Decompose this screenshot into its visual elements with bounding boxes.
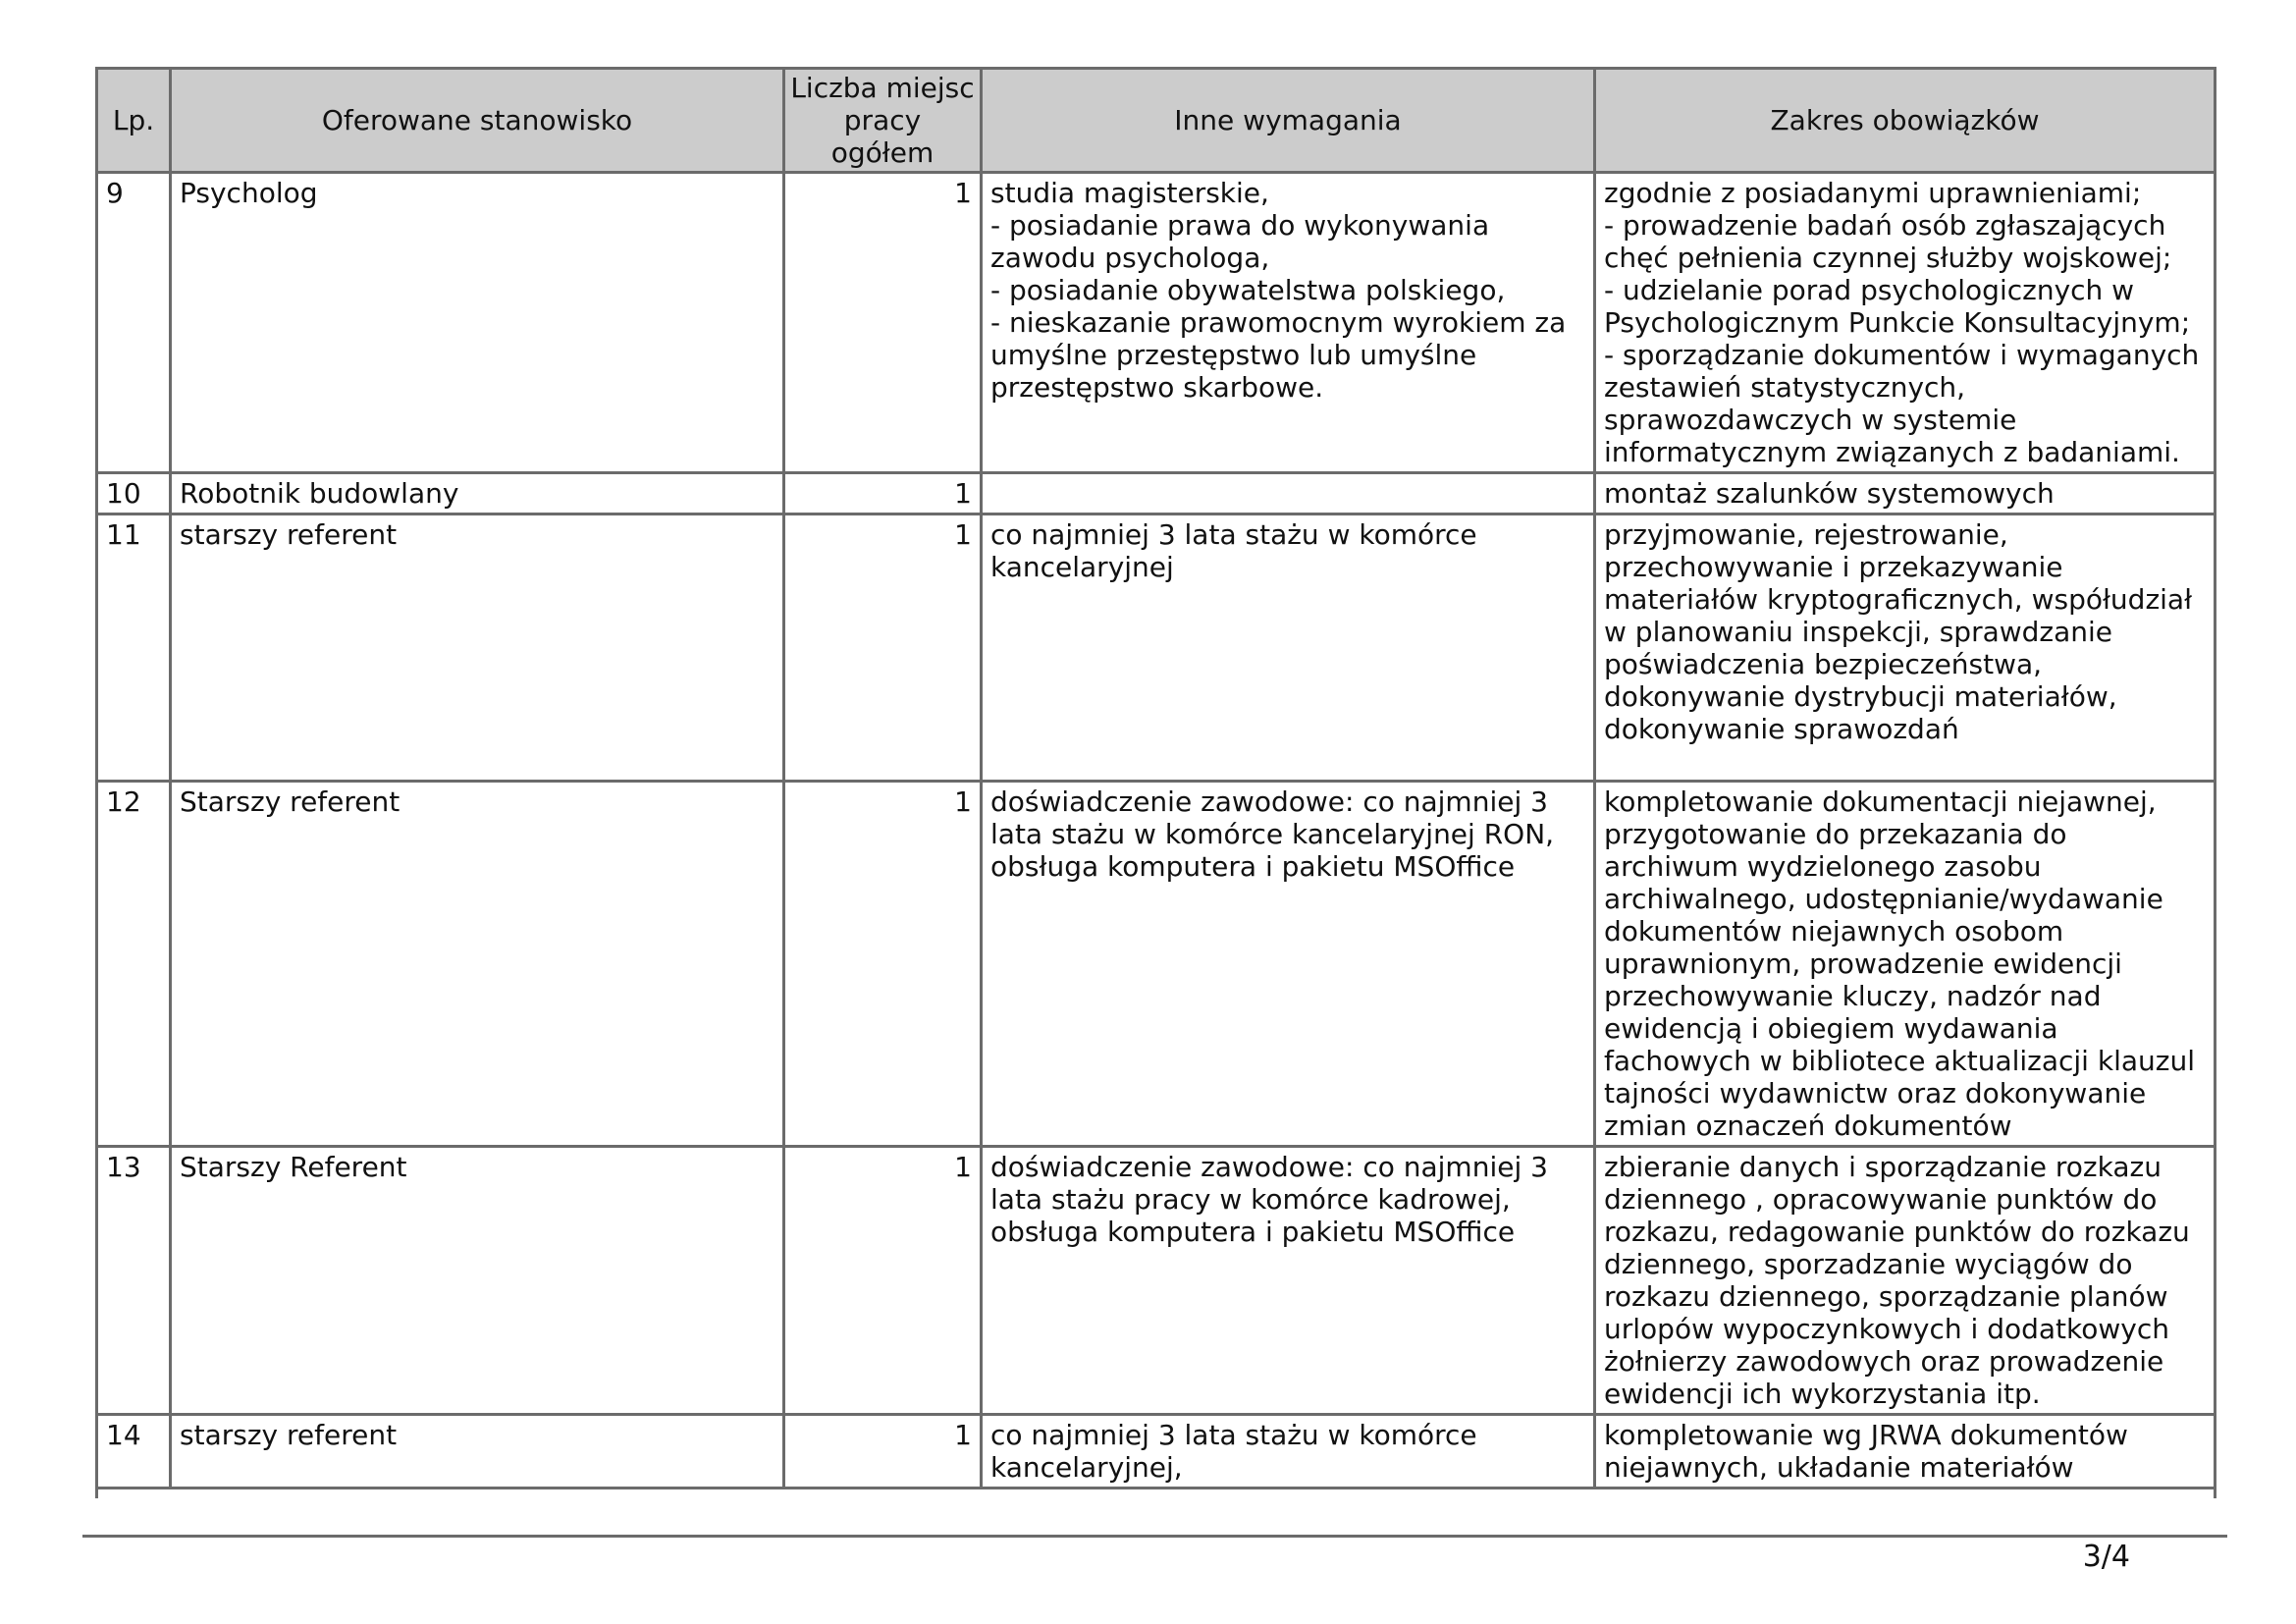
requirements-text: co najmniej 3 lata stażu w komórce kancelaryjnej, [990,1419,1477,1484]
cell-position: Psycholog [171,173,784,473]
header-duties: Zakres obowiązków [1595,69,2216,173]
cell-requirements [982,473,1595,514]
table-row [97,1415,2216,1489]
cell-count: 1 [784,1147,982,1415]
cell-position: starszy referent [171,1415,784,1489]
cell-requirements [982,782,1595,1147]
cell-duties [1595,473,2216,514]
duties-text: przyjmowanie, rejestrowanie, przechowywanie i przekazywanie materiałów kryptograficznych, współudział w planowaniu inspekcji, sprawdzanie poświadczenia bezpieczeństwa, dokonywanie dystrybucji materiałów, dokonywanie sprawozdań [1604,518,2193,745]
table-row [97,514,2216,782]
cell-lp: 9 [97,173,171,473]
cell-lp: 12 [97,782,171,1147]
header-lp: Lp. [97,69,171,173]
cell-duties [1595,1415,2216,1489]
cell-count: 1 [784,173,982,473]
requirements-text: co najmniej 3 lata stażu w komórce kancelaryjnej [990,518,1477,583]
cell-requirements [982,1147,1595,1415]
cell-lp: 13 [97,1147,171,1415]
table-row [97,173,2216,473]
job-offers-table [95,67,2216,1489]
cell-lp: 11 [97,514,171,782]
cell-duties [1595,782,2216,1147]
cell-count: 1 [784,1415,982,1489]
duties-text: montaż szalunków systemowych [1604,477,2055,510]
header-requirements: Inne wymagania [982,69,1595,173]
table-row [97,473,2216,514]
cell-position: starszy referent [171,514,784,782]
header-position: Oferowane stanowisko [171,69,784,173]
requirements-text: doświadczenie zawodowe: co najmniej 3 lata stażu pracy w komórce kadrowej, obsługa komputera i pakietu MSOffice [990,1151,1548,1248]
cell-lp: 10 [97,473,171,514]
cell-duties [1595,514,2216,782]
duties-text: kompletowanie dokumentacji niejawnej, przygotowanie do przekazania do archiwum wydzielonego zasobu archiwalnego, udostępnianie/wydawanie dokumentów niejawnych osobom uprawnionym, prowadzenie ewidencji przechowywanie kluczy, nadzór nad ewidencją i obiegiem wydawania fachowych w bibliotece aktualizacji klauzul tajności wydawnictw oraz dokonywanie zmian oznaczeń dokumentów [1604,785,2195,1142]
cell-position: Robotnik budowlany [171,473,784,514]
duties-text: zbieranie danych i sporządzanie rozkazu dziennego , opracowywanie punktów do rozkazu, redagowanie punktów do rozkazu dziennego, sporzadzanie wyciągów do rozkazu dziennego, sporządzanie planów urlopów wypoczynkowych i dodatkowych żołnierzy zawodowych oraz prowadzenie ewidencji ich wykorzystania itp. [1604,1151,2190,1410]
table-header-row [97,69,2216,173]
cell-requirements [982,514,1595,782]
cell-position: Starszy Referent [171,1147,784,1415]
requirements-text: doświadczenie zawodowe: co najmniej 3 lata stażu w komórce kancelaryjnej RON, obsługa komputera i pakietu MSOffice [990,785,1555,883]
cell-lp: 14 [97,1415,171,1489]
cell-duties [1595,173,2216,473]
table-row [97,782,2216,1147]
cell-position: Starszy referent [171,782,784,1147]
table-continuation [95,1479,2216,1498]
page-number: 3/4 [2082,1540,2130,1574]
cell-count: 1 [784,473,982,514]
cell-count: 1 [784,514,982,782]
duties-text: zgodnie z posiadanymi uprawnieniami; - prowadzenie badań osób zgłaszających chęć pełnienia czynnej służby wojskowej; - udzielanie porad psychologicznych w Psychologicznym Punkcie Konsultacyjnym; - sporządzanie dokumentów i wymaganych zestawień statystycznych, sprawozdawczych w systemie informatycznym związanych z badaniami. [1604,177,2200,468]
table-row [97,1147,2216,1415]
cell-duties [1595,1147,2216,1415]
requirements-text: studia magisterskie, - posiadanie prawa do wykonywania zawodu psychologa, - posiadanie obywatelstwa polskiego, - nieskazanie prawomocnym wyrokiem za umyślne przestępstwo lub umyślne przestępstwo skarbowe. [990,177,1567,404]
header-count: Liczba miejsc pracy ogółem [784,69,982,173]
cell-count: 1 [784,782,982,1147]
duties-text: kompletowanie wg JRWA dokumentów niejawnych, układanie materiałów [1604,1419,2128,1484]
cell-requirements [982,1415,1595,1489]
footer-divider [82,1535,2227,1538]
cell-requirements [982,173,1595,473]
